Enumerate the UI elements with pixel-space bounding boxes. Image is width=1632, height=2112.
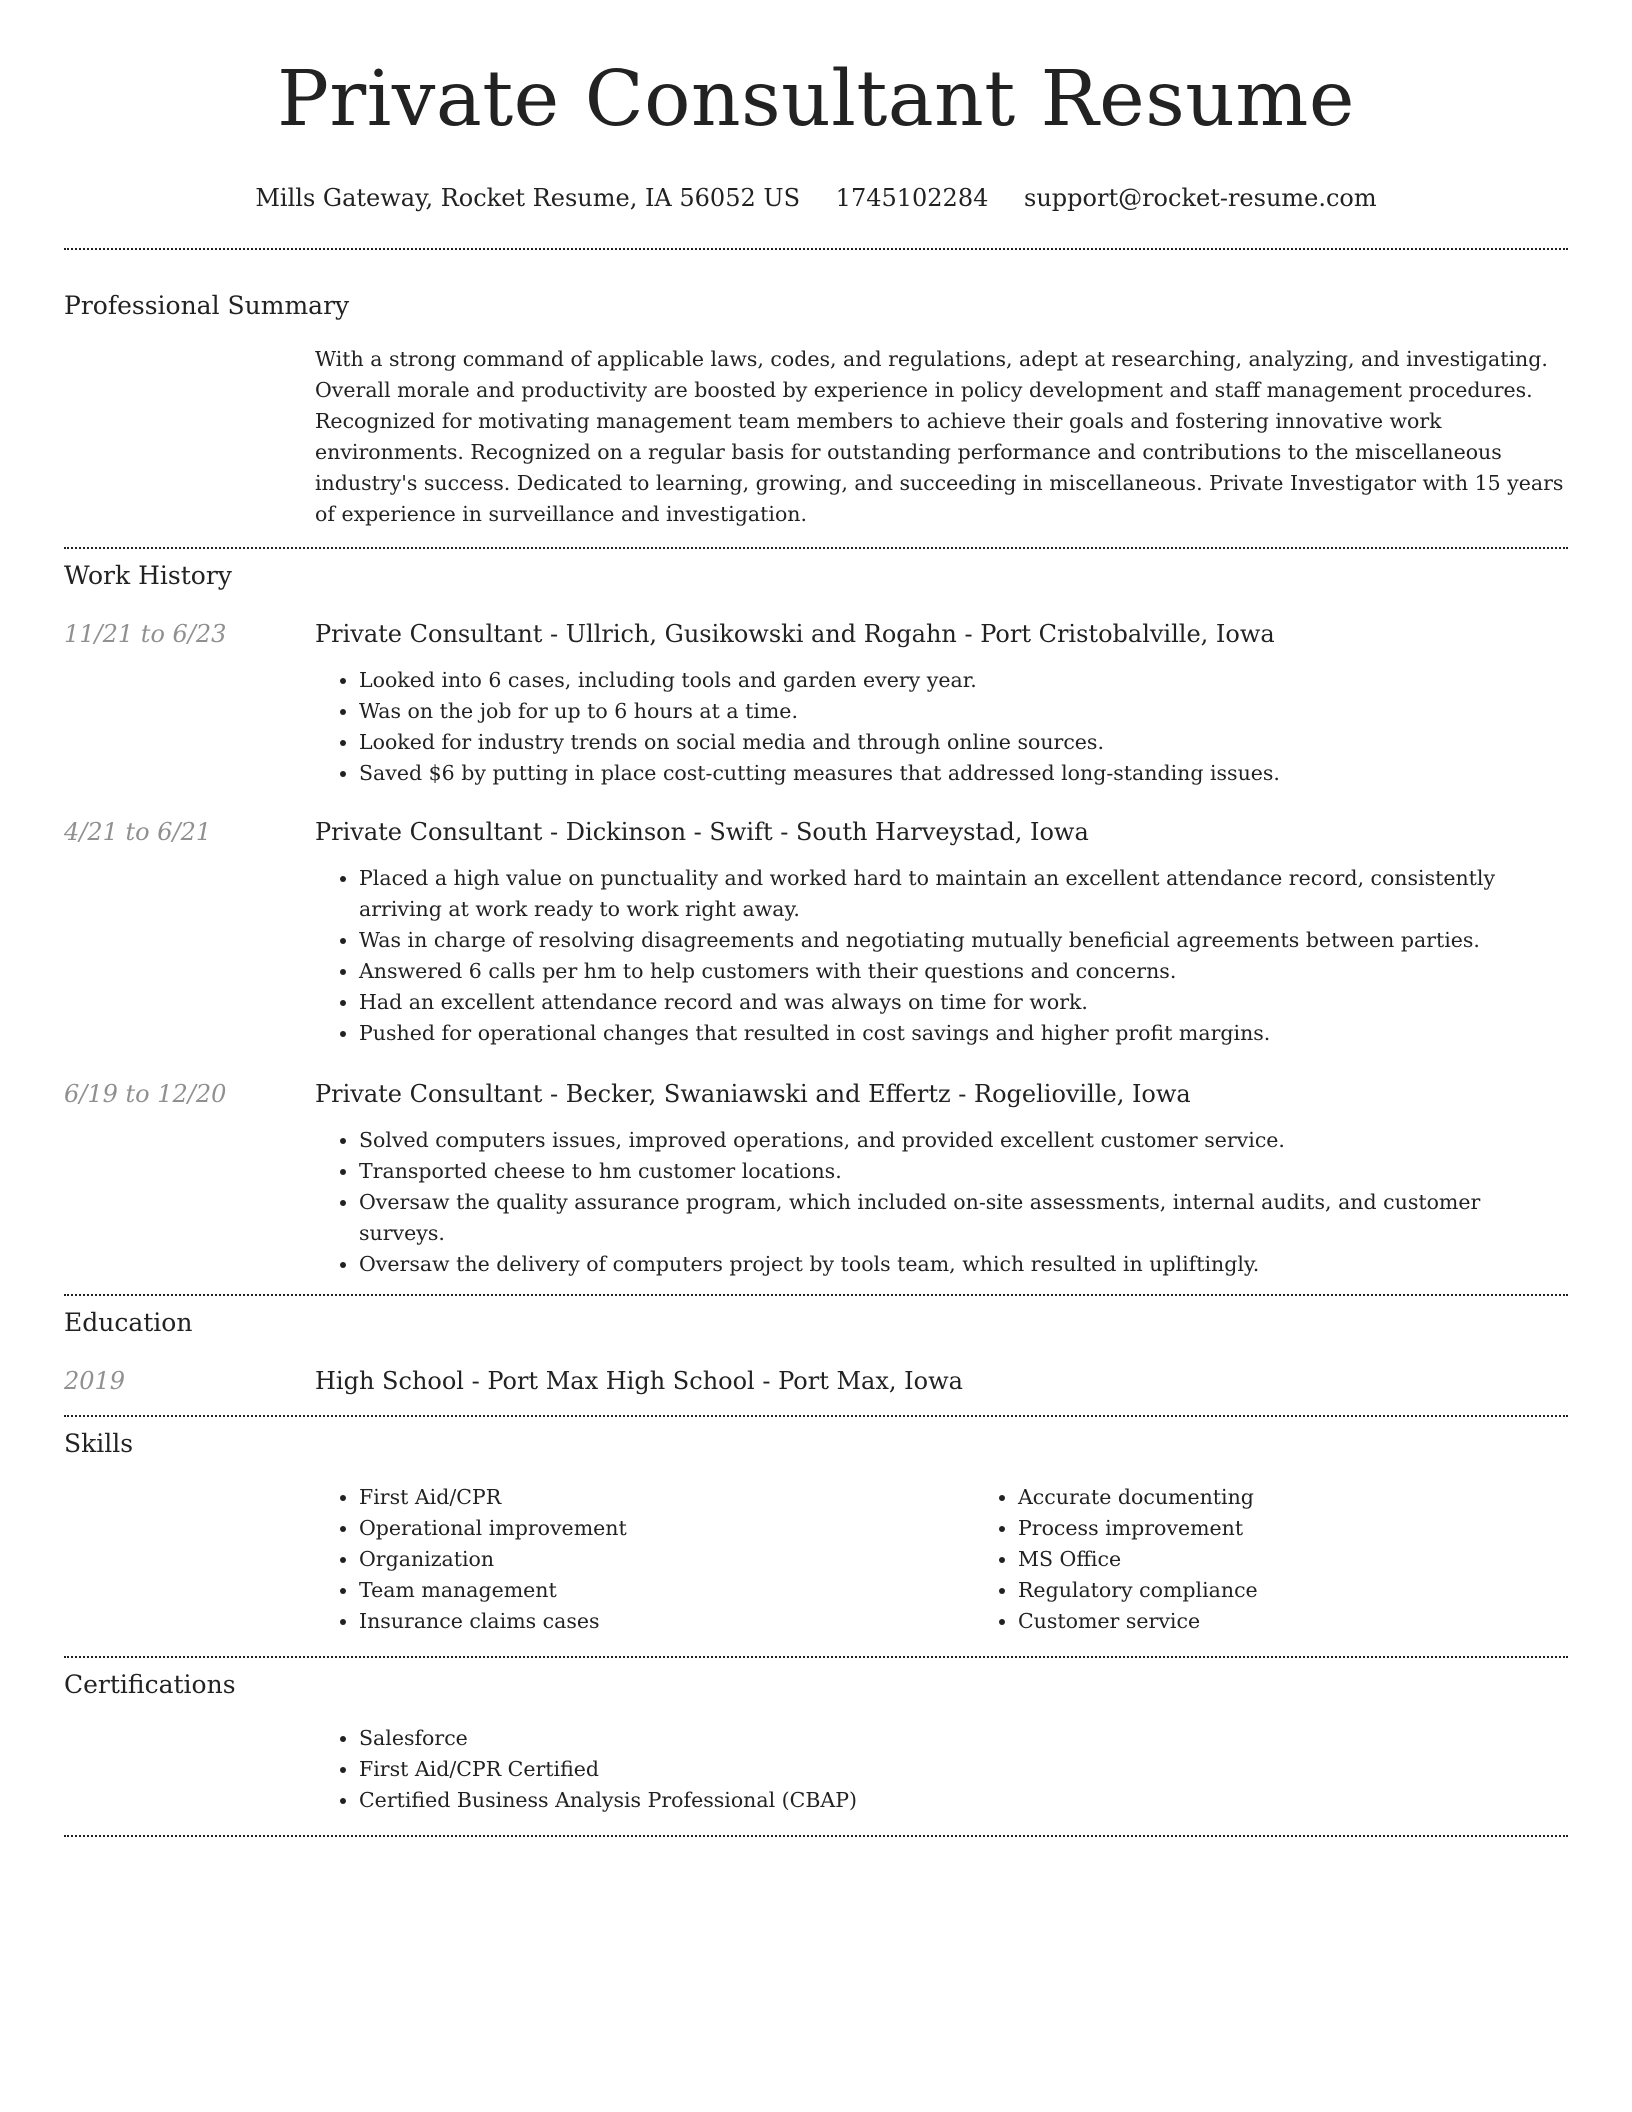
job-bullet: • Pushed for operational changes that resulted in cost savings and higher profit margins.	[359, 1018, 1568, 1049]
job-entry	[64, 1078, 1568, 1280]
section-title-work-history: Work History	[64, 561, 232, 590]
contact-phone: 1745102284	[835, 184, 989, 212]
job-date: 11/21 to 6/23	[64, 620, 227, 648]
skills-column-2	[974, 1482, 1632, 1637]
job-entry	[64, 816, 1568, 1049]
job-bullets	[315, 863, 1568, 1049]
certifications-section	[64, 1669, 1568, 1816]
certification-item: • Certified Business Analysis Professional (CBAP)	[359, 1785, 1568, 1816]
job-bullet: • Looked into 6 cases, including tools and garden every year.	[359, 665, 1568, 696]
job-bullet: • Transported cheese to hm customer locations.	[359, 1156, 1568, 1187]
contact-email: support@rocket-resume.com	[1024, 184, 1377, 212]
job-bullet: • Saved $6 by putting in place cost-cutting measures that addressed long-standing issues.	[359, 758, 1568, 789]
skill-item: • MS Office	[1018, 1544, 1632, 1575]
skill-item: • Accurate documenting	[1018, 1482, 1632, 1513]
job-title	[315, 816, 1568, 848]
certification-item: • First Aid/CPR Certified	[359, 1754, 1568, 1785]
job-role: Private Consultant	[315, 620, 543, 648]
job-company: - Becker, Swaniawski and Effertz - Rogelioville, Iowa	[542, 1080, 1191, 1108]
skill-item: • Insurance claims cases	[359, 1606, 974, 1637]
job-bullet: • Was in charge of resolving disagreements and negotiating mutually beneficial agreements between parties.	[359, 925, 1568, 956]
divider	[64, 1656, 1568, 1658]
job-company: - Ullrich, Gusikowski and Rogahn - Port Cristobalville, Iowa	[542, 620, 1275, 648]
job-bullet: • Had an excellent attendance record and was always on time for work.	[359, 987, 1568, 1018]
skill-item: • Organization	[359, 1544, 974, 1575]
job-date: 6/19 to 12/20	[64, 1080, 227, 1108]
job-title	[315, 618, 1568, 650]
divider	[64, 547, 1568, 549]
job-entry	[64, 618, 1568, 789]
job-bullets	[315, 665, 1568, 789]
job-bullet: • Looked for industry trends on social media and through online sources.	[359, 727, 1568, 758]
job-bullet: • Oversaw the delivery of computers project by tools team, which resulted in upliftingly.	[359, 1249, 1568, 1280]
section-title-certifications: Certifications	[64, 1670, 236, 1699]
job-role: Private Consultant	[315, 1080, 543, 1108]
job-title	[315, 1078, 1568, 1110]
divider	[64, 1835, 1568, 1837]
resume-title: Private Consultant Resume	[277, 55, 1355, 144]
certification-item: • Salesforce	[359, 1723, 1568, 1754]
skill-item: • Regulatory compliance	[1018, 1575, 1632, 1606]
summary-section	[64, 290, 1568, 530]
education-entry	[64, 1365, 1568, 1397]
job-role: Private Consultant	[315, 818, 543, 846]
skill-item: • Customer service	[1018, 1606, 1632, 1637]
education-degree: High School	[315, 1367, 464, 1395]
section-title-summary: Professional Summary	[64, 291, 350, 320]
job-date: 4/21 to 6/21	[64, 818, 212, 846]
education-section	[64, 1307, 1568, 1397]
certifications-list	[315, 1723, 1568, 1816]
job-bullet: • Answered 6 calls per hm to help customers with their questions and concerns.	[359, 956, 1568, 987]
section-title-skills: Skills	[64, 1429, 134, 1458]
skills-section	[64, 1428, 1568, 1637]
skill-item: • First Aid/CPR	[359, 1482, 974, 1513]
skills-column-1	[315, 1482, 974, 1637]
job-bullet: • Solved computers issues, improved operations, and provided excellent customer service.	[359, 1125, 1568, 1156]
job-bullet: • Was on the job for up to 6 hours at a time.	[359, 696, 1568, 727]
divider	[64, 1294, 1568, 1296]
education-date: 2019	[64, 1367, 126, 1395]
work-history-section	[64, 560, 1568, 1280]
skill-item: • Process improvement	[1018, 1513, 1632, 1544]
job-company: - Dickinson - Swift - South Harveystad, Iowa	[542, 818, 1089, 846]
education-school: - Port Max High School - Port Max, Iowa	[463, 1367, 963, 1395]
skill-item: • Operational improvement	[359, 1513, 974, 1544]
contact-line	[64, 182, 1568, 214]
job-bullet: • Oversaw the quality assurance program, which included on-site assessments, internal audits, and customer surveys.	[359, 1187, 1568, 1249]
summary-text: With a strong command of applicable laws, codes, and regulations, adept at researching, analyzing, and investigating. Overall morale and productivity are boosted by experience in policy development and staff management procedures. Recognized for motivating management team members to achieve their goals and fostering innovative work environments. Recognized on a regular basis for outstanding performance and contributions to the miscellaneous industry's success. Dedicated to learning, growing, and succeeding in miscellaneous. Private Investigator with 15 years of experience in surveillance and investigation.	[315, 347, 1564, 526]
divider	[64, 248, 1568, 250]
divider	[64, 1415, 1568, 1417]
skill-item: • Team management	[359, 1575, 974, 1606]
contact-address: Mills Gateway, Rocket Resume, IA 56052 US	[255, 184, 801, 212]
job-bullets	[315, 1125, 1568, 1280]
job-bullet: • Placed a high value on punctuality and worked hard to maintain an excellent attendance record, consistently arriving at work ready to work right away.	[359, 863, 1568, 925]
section-title-education: Education	[64, 1308, 193, 1337]
